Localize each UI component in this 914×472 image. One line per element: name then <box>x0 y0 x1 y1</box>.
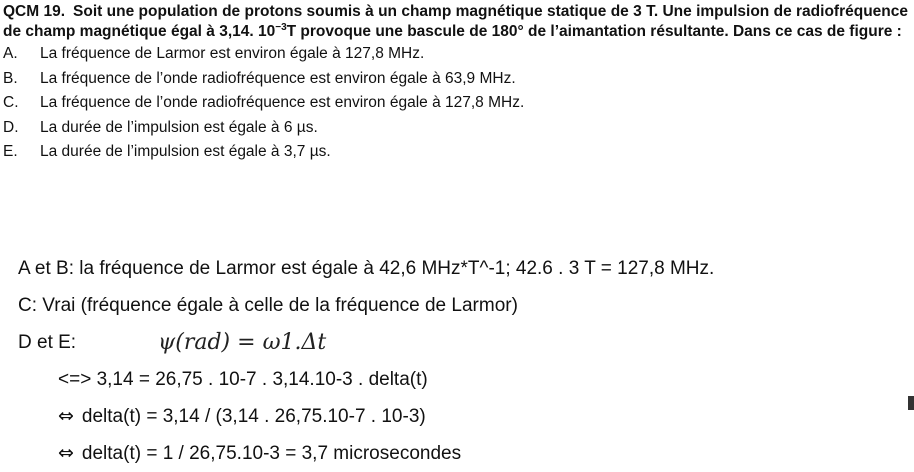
question-stem <box>3 2 908 42</box>
answer-line-de <box>18 324 898 361</box>
option-a <box>3 42 908 67</box>
equivalence-arrow-icon: ⇔ <box>58 405 74 427</box>
answer-step-2 <box>18 398 898 435</box>
option-letter: C. <box>3 94 19 111</box>
stem-power-exponent: −3 <box>275 22 287 33</box>
question-block <box>3 2 908 165</box>
stem-text-part1: Soit une population de protons soumis à un champ magnétique statique de 3 T. Une impulsion de radiofréquence de champ magnétique égal à 3,14. <box>3 3 908 40</box>
option-letter: B. <box>3 69 18 87</box>
options-list <box>3 42 908 165</box>
option-e <box>3 140 908 165</box>
answer-step-1: <=> 3,14 = 26,75 . 10-7 . 3,14.10-3 . delta(t) <box>58 369 428 390</box>
answer-block <box>18 250 898 472</box>
formula-rhs: ω1.Δt <box>262 330 327 355</box>
stem-text-part2: T provoque une bascule de 180° de l’aimantation résultante. Dans ce cas de figure : <box>286 23 902 40</box>
option-c <box>3 91 908 116</box>
stem-power-base: 10 <box>257 23 276 40</box>
question-number: QCM 19. <box>3 3 66 20</box>
answer-step-2-text: delta(t) = 3,14 / (3,14 . 26,75.10-7 . 10-3) <box>81 406 426 427</box>
answer-step-3 <box>18 435 898 472</box>
equivalence-arrow-icon: ⇔ <box>58 442 74 464</box>
answer-line-ab: A et B: la fréquence de Larmor est égale à 42,6 MHz*T^-1; 42.6 . 3 T = 127,8 MHz. <box>18 258 715 279</box>
answer-line-c: C: Vrai (fréquence égale à celle de la fréquence de Larmor) <box>18 295 518 316</box>
answer-de-label: D et E: <box>18 332 77 353</box>
option-letter: D. <box>3 118 19 136</box>
option-text: La durée de l’impulsion est égale à 3,7 µs. <box>40 143 331 160</box>
option-text: La fréquence de Larmor est environ égale à 127,8 MHz. <box>40 45 425 62</box>
formula-lhs: ψ(rad) <box>158 330 231 355</box>
answer-step-3-text: delta(t) = 1 / 26,75.10-3 = 3,7 microsecondes <box>81 443 462 464</box>
option-d <box>3 116 908 141</box>
option-text: La fréquence de l’onde radiofréquence est environ égale à 63,9 MHz. <box>40 69 516 87</box>
option-text: La fréquence de l’onde radiofréquence est environ égale à 127,8 MHz. <box>40 94 525 111</box>
option-letter: A. <box>3 45 18 62</box>
option-letter: E. <box>3 143 18 160</box>
edge-mark <box>908 396 914 410</box>
formula-equals: = <box>230 330 263 355</box>
option-b <box>3 67 908 92</box>
answer-formula <box>158 324 326 361</box>
option-text: La durée de l’impulsion est égale à 6 µs. <box>40 118 318 136</box>
